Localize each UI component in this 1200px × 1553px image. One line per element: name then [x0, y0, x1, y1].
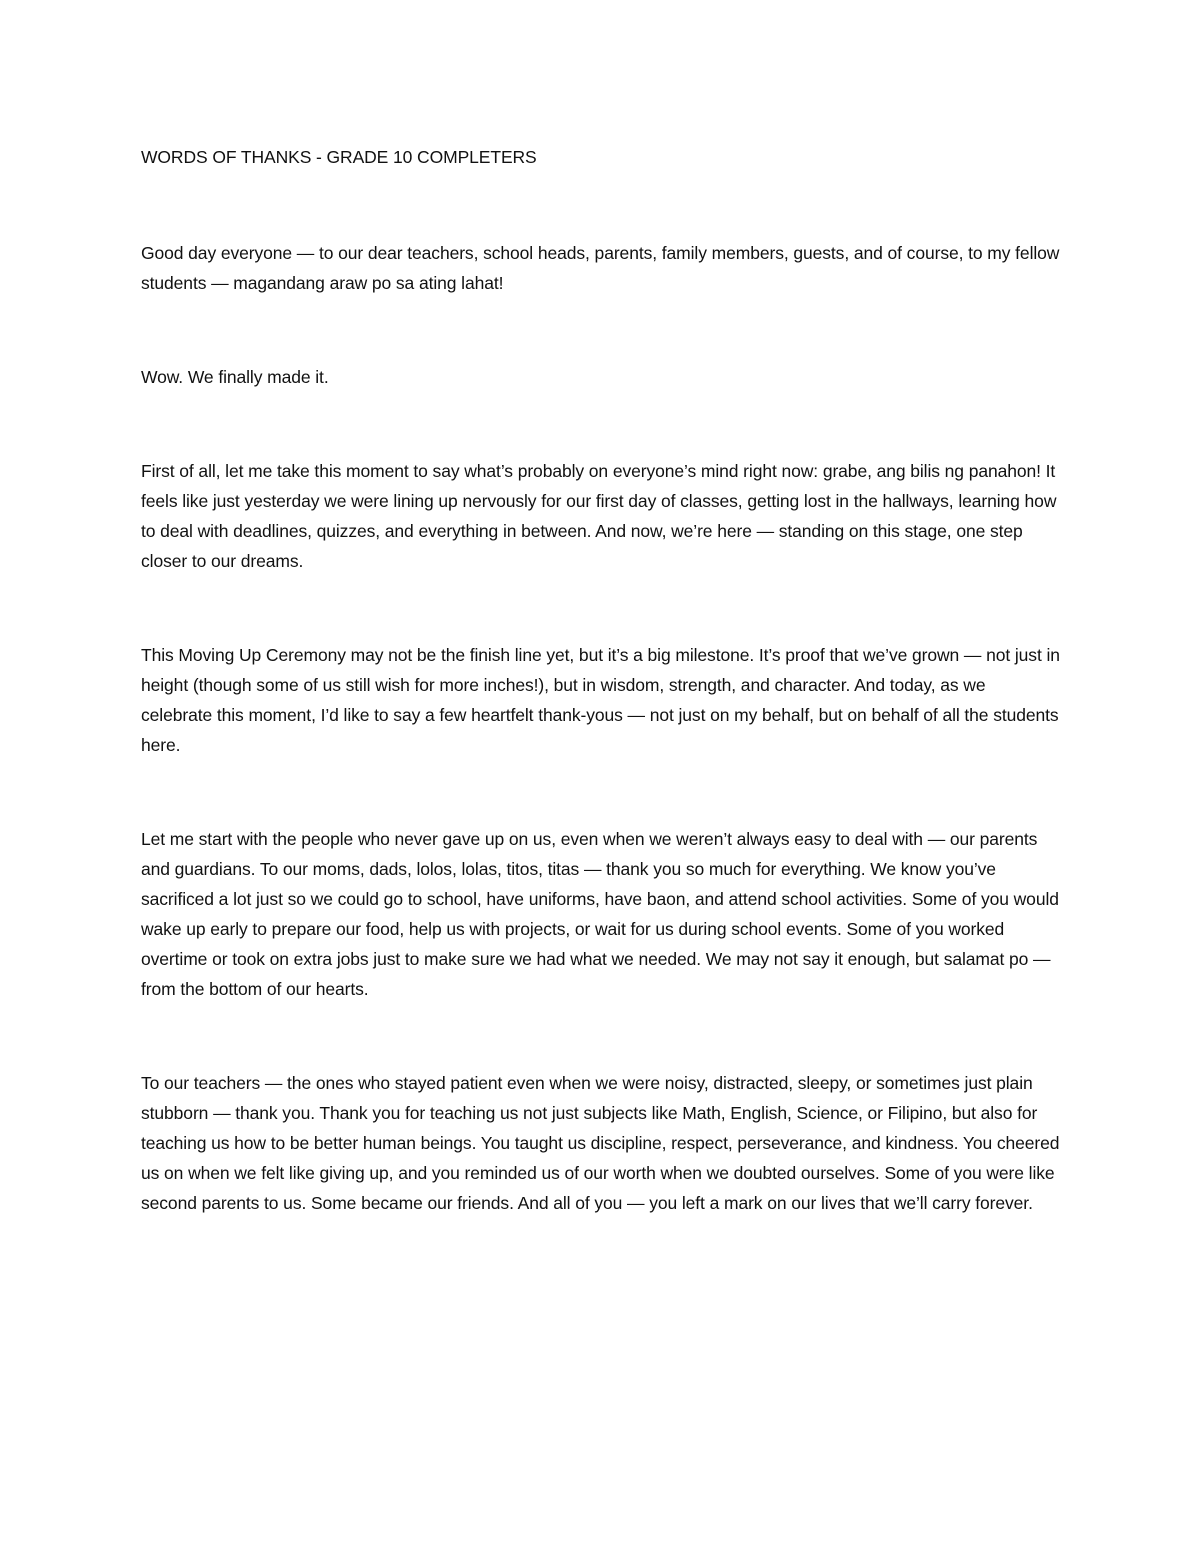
paragraph-first-of-all: First of all, let me take this moment to say what’s probably on everyone’s mind right now: grabe, ang bilis ng panahon! It feels like just yesterday we were lining up nervously for our first day of classes, getting lost in the hallways, learning how to deal with deadlines, quizzes, and everything in between. And now, we’re here — standing on this stage, one step closer to our dreams.: [141, 461, 1057, 571]
paragraph-moving-up: This Moving Up Ceremony may not be the finish line yet, but it’s a big milestone. It’s proof that we’ve grown — not just in height (though some of us still wish for more inches!), but in wisdom, strength, and character. And today, as we celebrate this moment, I’d like to say a few heartfelt thank-yous — not just on my behalf, but on behalf of all the students here.: [141, 645, 1060, 755]
paragraph-parents: Let me start with the people who never gave up on us, even when we weren’t always easy to deal with — our parents and guardians. To our moms, dads, lolos, lolas, titos, titas — thank you so much for everything. We know you’ve sacrificed a lot just so we could go to school, have uniforms, have baon, and attend school activities. Some of you would wake up early to prepare our food, help us with projects, or wait for us during school events. Some of you worked overtime or took on extra jobs just to make sure we had what we needed. We may not say it enough, but salamat po — from the bottom of our hearts.: [141, 829, 1059, 999]
document-body: [141, 144, 1061, 1218]
paragraph-wow: Wow. We finally made it.: [141, 367, 329, 387]
paragraph-teachers: To our teachers — the ones who stayed patient even when we were noisy, distracted, sleepy, or sometimes just plain stubborn — thank you. Thank you for teaching us not just subjects like Math, English, Science, or Filipino, but also for teaching us how to be better human beings. You taught us discipline, respect, perseverance, and kindness. You cheered us on when we felt like giving up, and you reminded us of our worth when we doubted ourselves. Some of you were like second parents to us. Some became our friends. And all of you — you left a mark on our lives that we’ll carry forever.: [141, 1073, 1060, 1213]
document-title: WORDS OF THANKS - GRADE 10 COMPLETERS: [141, 147, 537, 167]
paragraph-greeting: Good day everyone — to our dear teachers, school heads, parents, family members, guests, and of course, to my fellow students — magandang araw po sa ating lahat!: [141, 243, 1060, 293]
